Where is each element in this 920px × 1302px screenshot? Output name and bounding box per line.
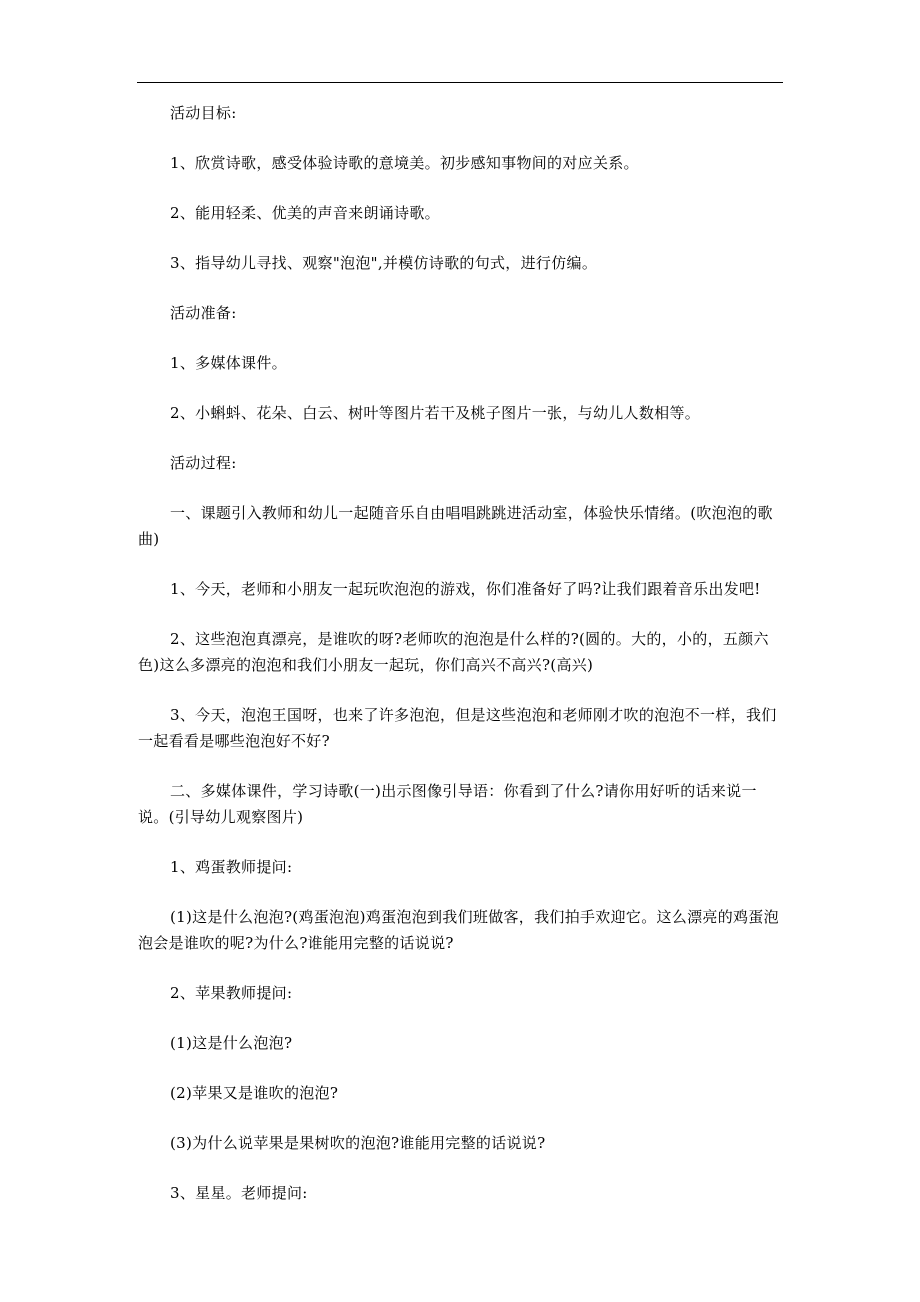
process-step-3: 3、今天，泡泡王国呀，也来了许多泡泡，但是这些泡泡和老师刚才吹的泡泡不一样，我们一起看看是哪些泡泡好不好?: [138, 706, 777, 750]
apple-question-1: (1)这是什么泡泡?: [170, 1034, 293, 1052]
apple-heading: 2、苹果教师提问:: [170, 984, 293, 1002]
apple-question-3: (3)为什么说苹果是果树吹的泡泡?谁能用完整的话说说?: [170, 1134, 546, 1152]
prep-item-2: 2、小蝌蚪、花朵、白云、树叶等图片若干及桃子图片一张，与幼儿人数相等。: [170, 404, 701, 422]
heading-goals: 活动目标:: [170, 104, 237, 122]
goal-item-1: 1、欣赏诗歌，感受体验诗歌的意境美。初步感知事物间的对应关系。: [170, 154, 639, 172]
document-body: [138, 100, 784, 1206]
egg-heading: 1、鸡蛋教师提问:: [170, 858, 293, 876]
egg-question-1: (1)这是什么泡泡?(鸡蛋泡泡)鸡蛋泡泡到我们班做客，我们拍手欢迎它。这么漂亮的鸡蛋泡泡会是谁吹的呢?为什么?谁能用完整的话说说?: [138, 908, 779, 952]
heading-process: 活动过程:: [170, 454, 237, 472]
process-step-1: 1、今天，老师和小朋友一起玩吹泡泡的游戏，你们准备好了吗?让我们跟着音乐出发吧!: [170, 580, 761, 598]
goal-item-3: 3、指导幼儿寻找、观察"泡泡",并模仿诗歌的句式，进行仿编。: [170, 254, 598, 272]
apple-question-2: (2)苹果又是谁吹的泡泡?: [170, 1084, 339, 1102]
process-part-2: 二、多媒体课件，学习诗歌(一)出示图像引导语：你看到了什么?请你用好听的话来说一说。(引导幼儿观察图片): [138, 782, 757, 826]
heading-preparation: 活动准备:: [170, 304, 237, 322]
header-rule: [137, 82, 783, 83]
process-step-2: 2、这些泡泡真漂亮，是谁吹的呀?老师吹的泡泡是什么样的?(圆的。大的，小的，五颜六色)这么多漂亮的泡泡和我们小朋友一起玩，你们高兴不高兴?(高兴): [138, 630, 769, 674]
prep-item-1: 1、多媒体课件。: [170, 354, 287, 372]
goal-item-2: 2、能用轻柔、优美的声音来朗诵诗歌。: [170, 204, 440, 222]
star-heading: 3、星星。老师提问:: [170, 1184, 308, 1202]
process-part-1: 一、课题引入教师和幼儿一起随音乐自由唱唱跳跳进活动室，体验快乐情绪。(吹泡泡的歌曲): [138, 504, 773, 548]
